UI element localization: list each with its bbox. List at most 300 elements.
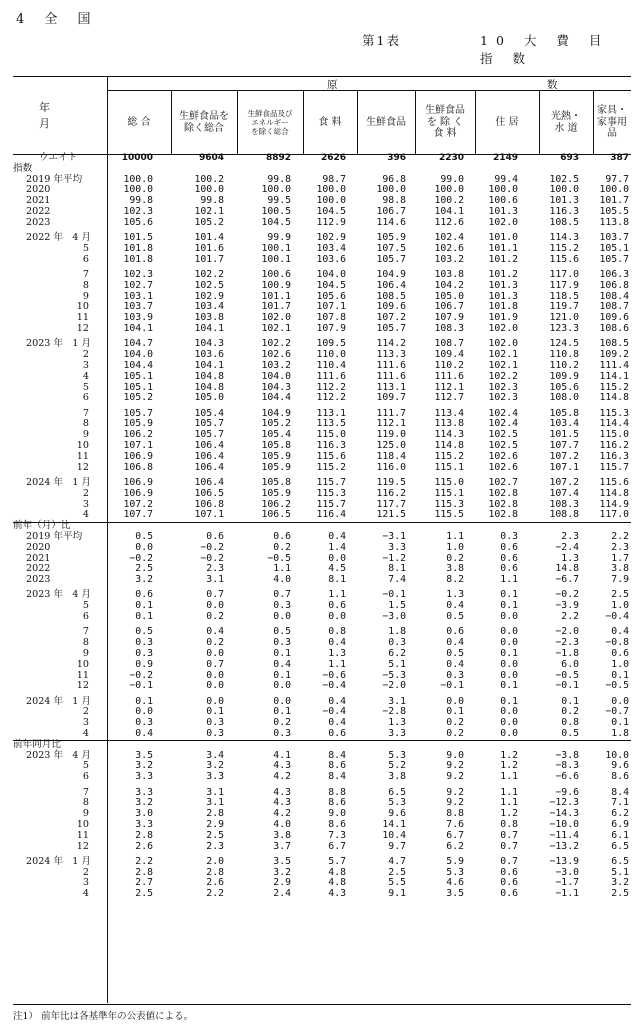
cell-value: 104.9 [376, 269, 406, 280]
cell-value: 111.7 [376, 407, 406, 419]
cell-value: 100.6 [261, 269, 291, 280]
year-month-header: 年 月 [13, 77, 108, 154]
cell-value: 105.7 [194, 418, 224, 430]
cell-value: 105.9 [261, 450, 291, 462]
cell-value: 118.5 [549, 290, 579, 302]
cell-value: 2.2 [611, 530, 629, 542]
cell-value: 0.3 [206, 717, 224, 729]
cell-value: 3.3 [135, 786, 153, 798]
cell-value: 115.1 [434, 461, 464, 473]
cell-value: 2149 [492, 153, 518, 163]
cell-value: 1.1 [500, 786, 518, 798]
cell-value: 102.8 [488, 509, 518, 521]
cell-value: 103.6 [194, 349, 224, 361]
cell-value: 108.0 [549, 392, 579, 404]
cell-value: 0.0 [206, 600, 224, 612]
cell-value: 104.8 [194, 381, 224, 393]
cell-value: 115.7 [316, 476, 346, 488]
cell-value: 102.1 [488, 349, 518, 361]
cell-value: 0.7 [500, 829, 518, 841]
cell-value: 106.5 [194, 487, 224, 499]
cell-value: 1.4 [328, 541, 346, 553]
cell-value: 114.9 [599, 498, 629, 510]
cell-value: 105.0 [194, 392, 224, 404]
cell-value: 107.7 [123, 509, 153, 521]
row-label: 2024 年 1 月 [26, 695, 91, 707]
row-label: 3 [82, 498, 89, 510]
cell-value: 1.8 [388, 626, 406, 638]
cell-value: 116.3 [549, 206, 579, 217]
row-label: 2019 年平均 [26, 530, 83, 542]
cell-value: 6.5 [611, 855, 629, 867]
cell-value: 101.5 [123, 232, 153, 244]
cell-value: 106.4 [194, 476, 224, 488]
row-label: 6 [82, 392, 89, 404]
cell-value: 0.4 [611, 626, 629, 638]
cell-value: 99.5 [267, 195, 291, 207]
cell-value: 0.0 [328, 552, 346, 564]
cell-value: 106.7 [376, 206, 406, 217]
cell-value: 96.8 [382, 173, 406, 185]
cell-value: 0.1 [500, 589, 518, 601]
row-label: 2022 年 4 月 [26, 232, 91, 244]
table-row [13, 372, 631, 383]
row-label: 2023 年 1 月 [26, 338, 91, 350]
cell-value: 100.1 [261, 242, 291, 254]
cell-value: 105.5 [599, 206, 629, 217]
cell-value: 9.0 [328, 808, 346, 820]
cell-value: 3.1 [206, 797, 224, 809]
row-label: 10 [76, 440, 89, 451]
cell-value: 3.3 [388, 728, 406, 739]
cell-value: 100.0 [376, 184, 406, 196]
cell-value: 6.1 [611, 829, 629, 841]
cell-value: 102.1 [194, 206, 224, 217]
section-title: 指数 [13, 162, 33, 174]
cell-value: 109.6 [376, 301, 406, 313]
cell-value: 100.0 [599, 184, 629, 196]
cell-value: 100.0 [123, 173, 153, 185]
cell-value: 104.3 [261, 381, 291, 393]
row-label: 2024 年 1 月 [26, 855, 91, 867]
cell-value: 102.6 [261, 349, 291, 361]
row-label: 9 [82, 647, 89, 659]
cell-value: 101.8 [488, 301, 518, 313]
cell-value: 0.7 [500, 855, 518, 867]
cell-value: 102.5 [194, 279, 224, 291]
cell-value: 3.3 [135, 771, 153, 783]
cell-value: 0.0 [135, 541, 153, 553]
cell-value: 3.4 [206, 749, 224, 761]
cell-value: 1.1 [328, 589, 346, 601]
cell-value: 107.8 [316, 312, 346, 324]
cell-value: 0.6 [446, 626, 464, 638]
cell-value: 1.1 [273, 563, 291, 575]
cell-value: −2.4 [555, 541, 579, 553]
cell-value: 116.4 [316, 509, 346, 521]
table-row [13, 218, 631, 229]
cell-value: 0.1 [500, 695, 518, 707]
cell-value: 102.4 [434, 232, 464, 244]
cell-value: −0.1 [555, 680, 579, 692]
cell-value: 107.9 [316, 323, 346, 334]
cell-value: 2.3 [611, 541, 629, 553]
cell-value: 102.7 [488, 476, 518, 488]
cell-value: 114.8 [599, 487, 629, 499]
cell-value: 103.2 [434, 253, 464, 265]
cell-value: 100.0 [488, 184, 518, 196]
row-label: 7 [82, 407, 89, 419]
cell-value: 100.0 [434, 184, 464, 196]
row-label: 9 [82, 290, 89, 302]
cell-value: 105.6 [316, 290, 346, 302]
cell-value: 0.0 [273, 680, 291, 692]
cell-value: 106.4 [194, 450, 224, 462]
cell-value: 106.8 [599, 279, 629, 291]
cell-value: 107.1 [549, 461, 579, 473]
cell-value: 107.5 [376, 242, 406, 254]
cell-value: 0.0 [206, 695, 224, 707]
cell-value: 0.4 [328, 637, 346, 649]
cell-value: 0.1 [500, 680, 518, 692]
cell-value: 6.2 [388, 647, 406, 659]
cell-value: 4.3 [328, 888, 346, 900]
table-row [13, 751, 631, 762]
cell-value: 106.4 [194, 461, 224, 473]
cell-value: 110.0 [316, 349, 346, 361]
cell-value: 102.3 [123, 206, 153, 217]
row-label: 12 [76, 840, 89, 852]
cell-value: 99.8 [267, 173, 291, 185]
cell-value: 2.9 [206, 818, 224, 830]
row-label: 3 [82, 359, 89, 371]
cell-value: 109.6 [599, 312, 629, 324]
cell-value: 103.1 [123, 290, 153, 302]
cell-value: 3.2 [135, 574, 153, 586]
cell-value: 98.7 [322, 173, 346, 185]
table-bottom-rule [13, 1004, 631, 1005]
cell-value: 102.3 [488, 381, 518, 393]
cell-value: 102.7 [123, 279, 153, 291]
table-row [13, 590, 631, 601]
row-label: 2023 年 4 月 [26, 749, 91, 761]
column-header: 住 居 [475, 91, 540, 154]
cell-value: 105.8 [549, 407, 579, 419]
cell-value: 108.5 [599, 338, 629, 350]
cell-value: 102.0 [488, 216, 518, 228]
cell-value: 115.5 [434, 509, 464, 521]
cell-value: 105.4 [261, 429, 291, 441]
cell-value: 0.3 [135, 647, 153, 659]
cell-value: 0.0 [500, 669, 518, 681]
cell-value: 104.1 [194, 359, 224, 371]
table-row [13, 532, 631, 543]
row-label: 4 [82, 370, 89, 382]
cell-value: 3.2 [135, 760, 153, 772]
row-label: 7 [82, 786, 89, 798]
column-header: 生鮮食品及び エネルギー を除く総合 [237, 91, 304, 154]
cell-value: 0.6 [206, 530, 224, 542]
cell-value: 116.2 [376, 487, 406, 499]
cell-value: 108.4 [599, 290, 629, 302]
cell-value: 112.2 [316, 392, 346, 404]
cell-value: 109.2 [599, 349, 629, 361]
cell-value: 100.9 [261, 279, 291, 291]
row-label: 4 [82, 728, 89, 739]
cell-value: 104.5 [316, 279, 346, 291]
cell-value: 0.4 [328, 717, 346, 729]
cell-value: 105.7 [123, 407, 153, 419]
column-header: 光熱・ 水 道 [539, 91, 594, 154]
cell-value: 103.7 [123, 301, 153, 313]
cell-value: 105.7 [376, 253, 406, 265]
cell-value: −3.9 [555, 600, 579, 612]
cell-value: 2.7 [135, 877, 153, 889]
cell-value: 102.0 [488, 323, 518, 334]
cell-value: 3.1 [206, 574, 224, 586]
cell-value: 102.0 [261, 312, 291, 324]
cell-value: 102.4 [488, 418, 518, 430]
cell-value: 114.3 [434, 429, 464, 441]
cell-value: 0.4 [328, 530, 346, 542]
row-label: 5 [82, 381, 89, 393]
cell-value: 0.1 [135, 600, 153, 612]
cell-value: 107.2 [549, 450, 579, 462]
cell-value: 0.1 [135, 695, 153, 707]
cell-value: 100.6 [488, 195, 518, 207]
cell-value: 102.1 [488, 359, 518, 371]
table-row [13, 153, 631, 164]
cell-value: 108.7 [434, 338, 464, 350]
table-row [13, 878, 631, 889]
cell-value: 102.8 [488, 498, 518, 510]
cell-value: 8.6 [328, 818, 346, 830]
cell-value: 102.1 [261, 323, 291, 334]
cell-value: 106.7 [434, 301, 464, 313]
table-row [13, 601, 631, 612]
cell-value: 4.5 [328, 563, 346, 575]
cell-value: 106.4 [194, 440, 224, 451]
cell-value: −13.2 [549, 840, 579, 852]
cell-value: 106.9 [123, 450, 153, 462]
cell-value: 104.3 [194, 338, 224, 350]
cell-value: 3.5 [135, 749, 153, 761]
cell-value: 0.6 [500, 877, 518, 889]
row-label: 2021 [26, 552, 51, 564]
cell-value: 0.3 [206, 728, 224, 739]
table-row [13, 681, 631, 692]
row-label: 10 [76, 818, 89, 830]
cell-value: 0.4 [273, 658, 291, 670]
cell-value: 4.8 [328, 877, 346, 889]
cell-value: 116.0 [376, 461, 406, 473]
cell-value: 105.8 [261, 476, 291, 488]
table-row [13, 820, 631, 831]
cell-value: 1.3 [388, 717, 406, 729]
row-label: 10 [76, 658, 89, 670]
group-label-2: 数 [547, 79, 558, 91]
cell-value: −9.6 [555, 786, 579, 798]
cell-value: 104.9 [261, 407, 291, 419]
cell-value: 115.3 [316, 487, 346, 499]
cell-value: 6.0 [561, 658, 579, 670]
cell-value: 2.3 [206, 563, 224, 575]
table-row [13, 510, 631, 521]
cell-value: 8.8 [446, 808, 464, 820]
cell-value: 112.1 [434, 381, 464, 393]
cell-value: 0.0 [500, 626, 518, 638]
cell-value: 113.1 [376, 381, 406, 393]
row-label: 6 [82, 611, 89, 622]
cell-value: 101.0 [488, 232, 518, 244]
cell-value: 105.7 [194, 429, 224, 441]
cell-value: 0.0 [446, 695, 464, 707]
cell-value: 3.5 [273, 855, 291, 867]
cell-value: 8.6 [328, 760, 346, 772]
cell-value: 100.2 [194, 173, 224, 185]
cell-value: 3.3 [206, 771, 224, 783]
cell-value: 0.1 [500, 600, 518, 612]
cell-value: 8.8 [328, 786, 346, 798]
cell-value: 105.6 [549, 381, 579, 393]
cell-value: 115.0 [316, 429, 346, 441]
cell-value: 4.3 [273, 760, 291, 772]
cell-value: 104.0 [261, 370, 291, 382]
cell-value: 10000 [121, 153, 153, 163]
cell-value: 2.5 [206, 829, 224, 841]
cell-value: 105.0 [434, 290, 464, 302]
table-row [13, 452, 631, 463]
cell-value: 105.7 [376, 323, 406, 334]
cell-value: 114.8 [599, 392, 629, 404]
table-row [13, 554, 631, 565]
cell-value: 0.7 [206, 589, 224, 601]
row-label: 8 [82, 418, 89, 430]
cell-value: 104.4 [123, 359, 153, 371]
cell-value: 4.0 [273, 574, 291, 586]
cell-value: 101.1 [488, 242, 518, 254]
table-row [13, 489, 631, 500]
cell-value: 115.2 [599, 381, 629, 393]
cell-value: 1.1 [446, 530, 464, 542]
cell-value: 0.5 [446, 611, 464, 622]
section-title: 前年同月比 [13, 738, 61, 750]
cell-value: 0.5 [273, 626, 291, 638]
cell-value: 0.2 [446, 717, 464, 729]
cell-value: 0.3 [446, 669, 464, 681]
cell-value: 102.2 [194, 269, 224, 280]
cell-value: 8.6 [328, 797, 346, 809]
cell-value: 0.6 [611, 647, 629, 659]
cell-value: 1.3 [561, 552, 579, 564]
cell-value: −0.1 [382, 589, 406, 601]
cell-value: −2.3 [555, 637, 579, 649]
cell-value: 0.1 [561, 695, 579, 707]
cell-value: 112.7 [434, 392, 464, 404]
row-label: 12 [76, 461, 89, 473]
cell-value: 115.6 [316, 450, 346, 462]
cell-value: 115.0 [434, 476, 464, 488]
cell-value: 2.2 [561, 611, 579, 622]
cell-value: 113.1 [316, 407, 346, 419]
cell-value: 2230 [438, 153, 464, 163]
cell-value: 105.8 [261, 440, 291, 451]
cell-value: 101.4 [194, 232, 224, 244]
cell-value: 107.9 [434, 312, 464, 324]
cell-value: 107.2 [376, 312, 406, 324]
footnote: 注1） 前年比は各基準年の公表値による。 [13, 1011, 194, 1022]
cell-value: 0.8 [500, 818, 518, 830]
cell-value: 113.3 [376, 349, 406, 361]
cell-value: 2.2 [135, 855, 153, 867]
cell-value: 3.0 [135, 808, 153, 820]
row-label: 9 [82, 429, 89, 441]
cell-value: 114.2 [376, 338, 406, 350]
cell-value: 5.9 [446, 855, 464, 867]
cell-value: 8.4 [328, 749, 346, 761]
cell-value: 0.1 [273, 647, 291, 659]
cell-value: 3.8 [388, 771, 406, 783]
cell-value: 115.6 [549, 253, 579, 265]
cell-value: 5.5 [388, 877, 406, 889]
cell-value: −10.0 [549, 818, 579, 830]
row-label: 3 [82, 717, 89, 729]
cell-value: 9.2 [446, 786, 464, 798]
cell-value: 103.8 [434, 269, 464, 280]
cell-value: 119.0 [376, 429, 406, 441]
cell-value: 100.0 [549, 184, 579, 196]
cell-value: 99.4 [494, 173, 518, 185]
cell-value: 0.1 [273, 706, 291, 718]
table-row [13, 707, 631, 718]
cell-value: 105.6 [123, 216, 153, 228]
cell-value: −8.3 [555, 760, 579, 772]
cell-value: 9.1 [388, 888, 406, 900]
cell-value: 103.2 [261, 359, 291, 371]
cell-value: 7.9 [611, 574, 629, 586]
cell-value: 2.4 [273, 888, 291, 900]
table-row [13, 798, 631, 809]
row-label: 4 [82, 509, 89, 521]
cell-value: 102.2 [488, 370, 518, 382]
cell-value: 3.2 [206, 760, 224, 772]
cell-value: 5.7 [328, 855, 346, 867]
table-row [13, 324, 631, 335]
cell-value: 109.4 [434, 349, 464, 361]
row-label: 2019 年平均 [26, 173, 83, 185]
cell-value: 6.2 [446, 840, 464, 852]
cell-value: 117.0 [549, 269, 579, 280]
cell-value: 0.0 [500, 611, 518, 622]
cell-value: 1.1 [500, 771, 518, 783]
cell-value: 106.3 [599, 269, 629, 280]
cell-value: 396 [387, 153, 406, 163]
cell-value: 101.3 [488, 206, 518, 217]
cell-value: 104.8 [194, 370, 224, 382]
table-row [13, 638, 631, 649]
cell-value: 0.3 [388, 637, 406, 649]
cell-value: 103.6 [316, 253, 346, 265]
cell-value: 0.2 [561, 706, 579, 718]
cell-value: 9.2 [446, 797, 464, 809]
cell-value: 100.1 [261, 253, 291, 265]
row-label: ウエイト [39, 152, 78, 163]
table-row [13, 649, 631, 660]
cell-value: −0.2 [200, 541, 224, 553]
cell-value: 8892 [265, 153, 291, 163]
cell-value: 0.0 [273, 695, 291, 707]
cell-value: 106.8 [123, 461, 153, 473]
